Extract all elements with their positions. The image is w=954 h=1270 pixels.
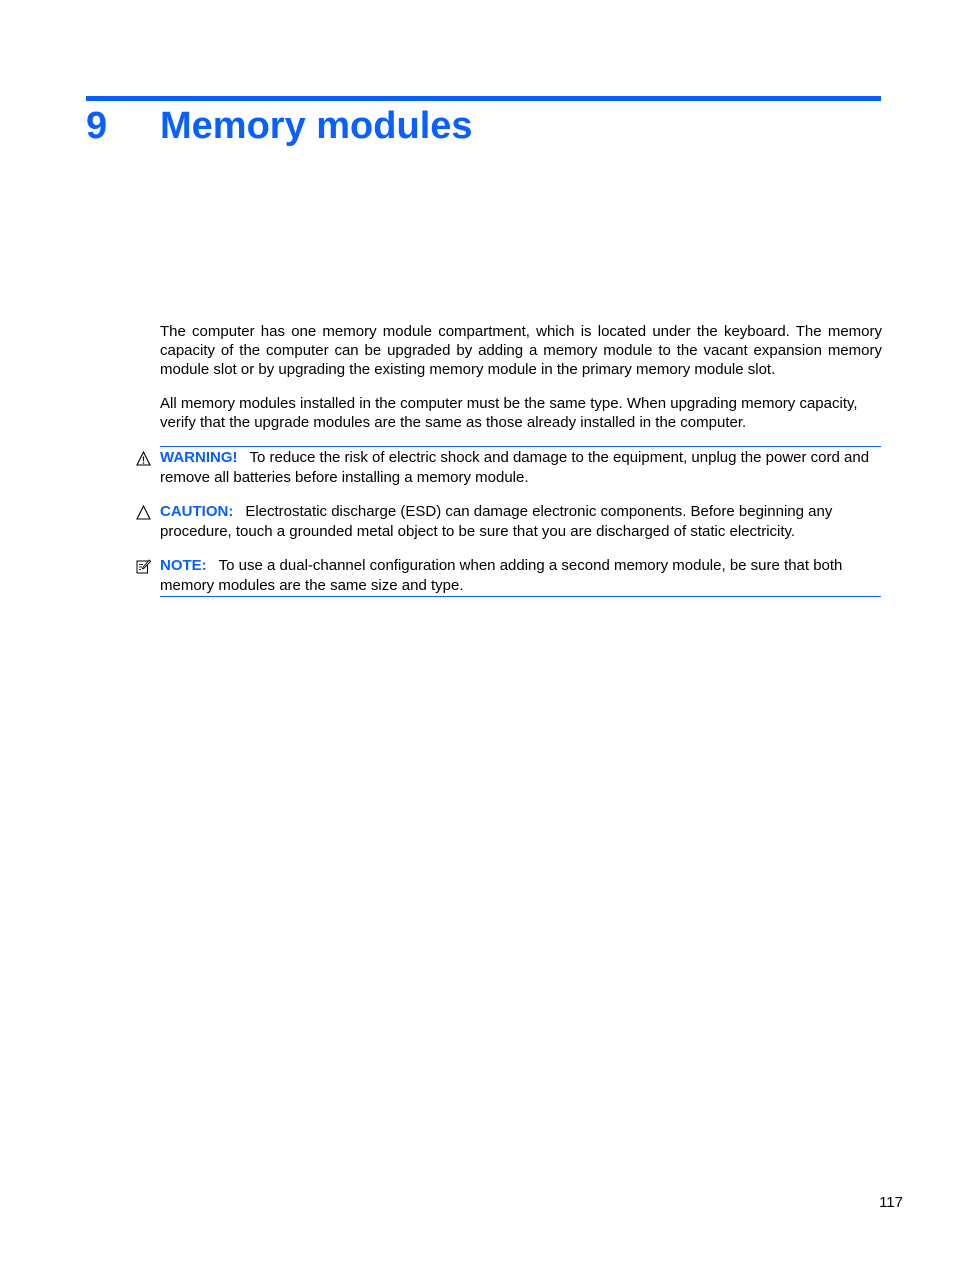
caution-notice [160,502,881,542]
notice-block [160,446,881,597]
chapter-heading [86,101,881,153]
note-pencil-icon [136,559,151,574]
warning-text: To reduce the risk of electric shock and damage to the equipment, unplug the power cord and remove all batteries before installing a memory module. [160,449,870,486]
warning-label: WARNING! [160,449,238,466]
chapter-number: 9 [86,105,108,147]
note-notice [160,556,881,596]
type-paragraph: All memory modules installed in the computer must be the same type. When upgrading memory capacity, verify that the upgrade modules are the same as those already installed in the computer. [160,395,858,431]
warning-triangle-icon [136,451,151,466]
warning-notice [160,448,881,488]
caution-text: Electrostatic discharge (ESD) can damage electronic components. Before beginning any procedure, touch a grounded metal object to be sure that you are discharged of static electricity. [160,503,833,540]
caution-label: CAUTION: [160,503,234,520]
chapter-title: Memory modules [160,105,473,147]
caution-triangle-icon [136,505,151,520]
intro-paragraph: The computer has one memory module compartment, which is located under the keyboard. The memory capacity of the computer can be upgraded by adding a memory module to the vacant expansion memory module slot or by upgrading the existing memory module in the primary memory module slot. [160,323,882,378]
page-number: 117 [879,1194,903,1211]
note-text: To use a dual-channel configuration when adding a second memory module, be sure that both memory modules are the same size and type. [160,557,843,594]
note-label: NOTE: [160,557,207,574]
